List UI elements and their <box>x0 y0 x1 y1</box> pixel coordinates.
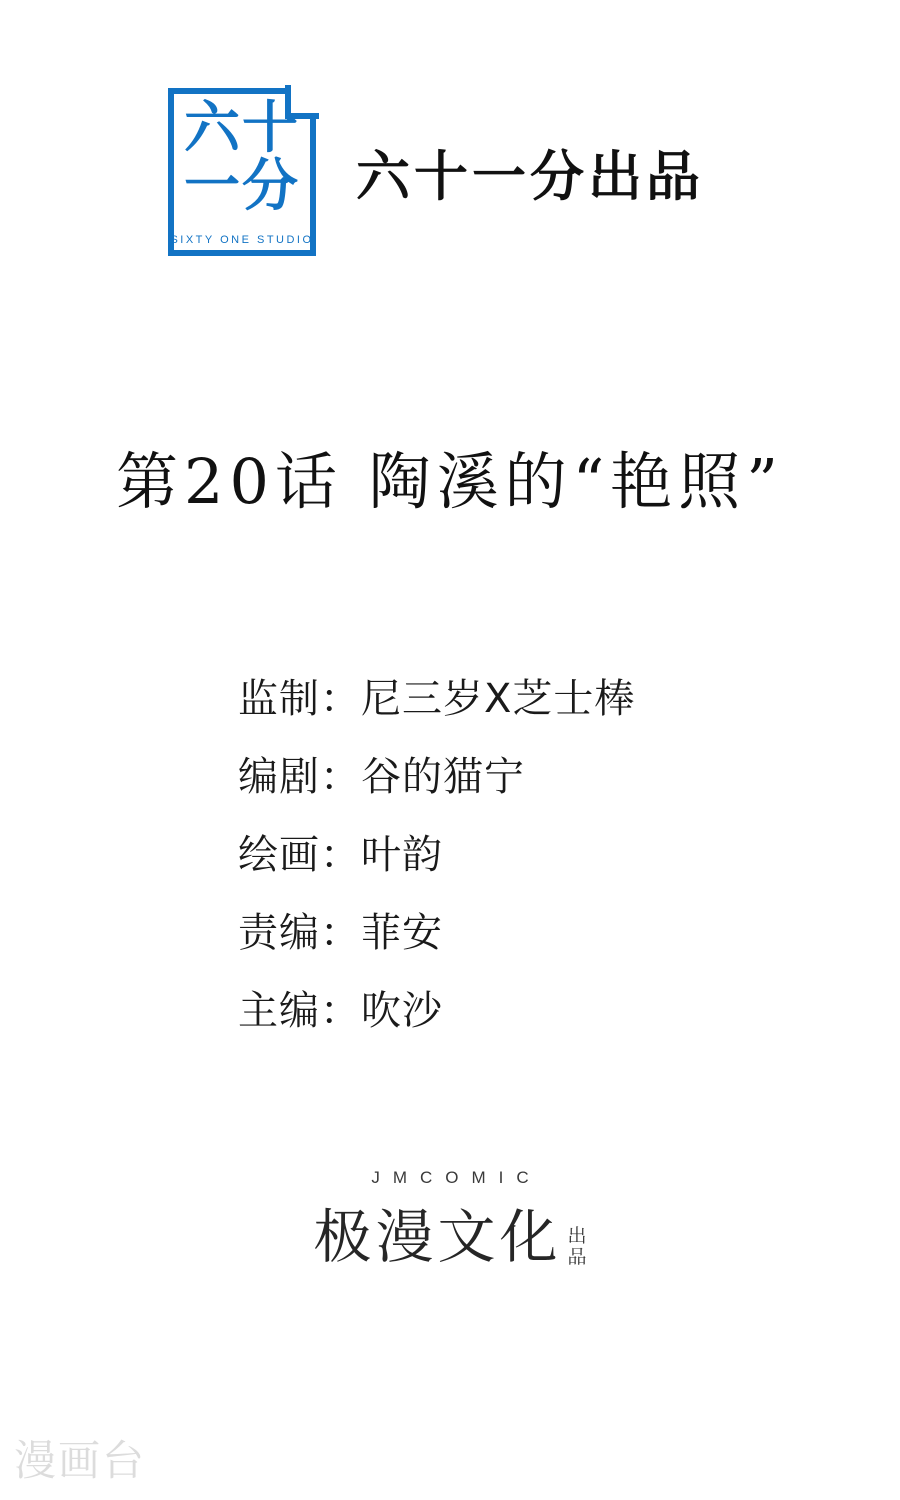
publisher-block <box>0 1168 900 1274</box>
credit-separator: ： <box>320 676 361 722</box>
credit-separator: ： <box>320 910 361 956</box>
logo-english-text: SIXTY ONE STUDIO <box>170 234 314 246</box>
credit-row <box>238 972 635 1050</box>
credit-row <box>238 816 635 894</box>
logo-glyph-line-1: 六十 <box>184 96 300 161</box>
credit-separator: ： <box>320 988 361 1034</box>
credit-person: 谷的猫宁 <box>361 754 525 800</box>
publisher-suffix-line-1: 出 <box>567 1225 587 1247</box>
credit-role: 主编 <box>238 988 320 1034</box>
publisher-suffix <box>568 1226 587 1268</box>
studio-name: 六十一分出品 <box>356 144 704 208</box>
credit-role: 绘画 <box>238 832 320 878</box>
publisher-english-name: JMCOMIC <box>371 1168 542 1187</box>
logo-glyph-line-2: 一分 <box>184 154 300 219</box>
credit-person: 尼三岁X芝士棒 <box>361 676 636 722</box>
credit-role: 责编 <box>238 910 320 956</box>
credit-person: 菲安 <box>361 910 443 956</box>
credit-role: 监制 <box>238 676 320 722</box>
studio-logo-mark <box>168 88 316 256</box>
credit-person: 叶韵 <box>361 832 443 878</box>
watermark: 漫画台 <box>14 1436 147 1485</box>
credit-row <box>238 660 635 738</box>
credit-separator: ： <box>320 754 361 800</box>
publisher-suffix-line-2: 品 <box>567 1246 587 1268</box>
publisher-name-wrap <box>313 1190 586 1274</box>
credit-person: 吹沙 <box>361 988 443 1034</box>
chapter-title: 第20话 陶溪的“艳照” <box>116 445 784 518</box>
credit-separator: ： <box>320 832 361 878</box>
credits-list <box>238 660 635 1050</box>
logo-glyphs <box>178 96 306 219</box>
credit-row <box>238 738 635 816</box>
publisher-chinese-name: 极漫文化 <box>313 1203 562 1271</box>
credit-row <box>238 894 635 972</box>
credit-role: 编剧 <box>238 754 320 800</box>
studio-logo-block <box>168 88 704 256</box>
